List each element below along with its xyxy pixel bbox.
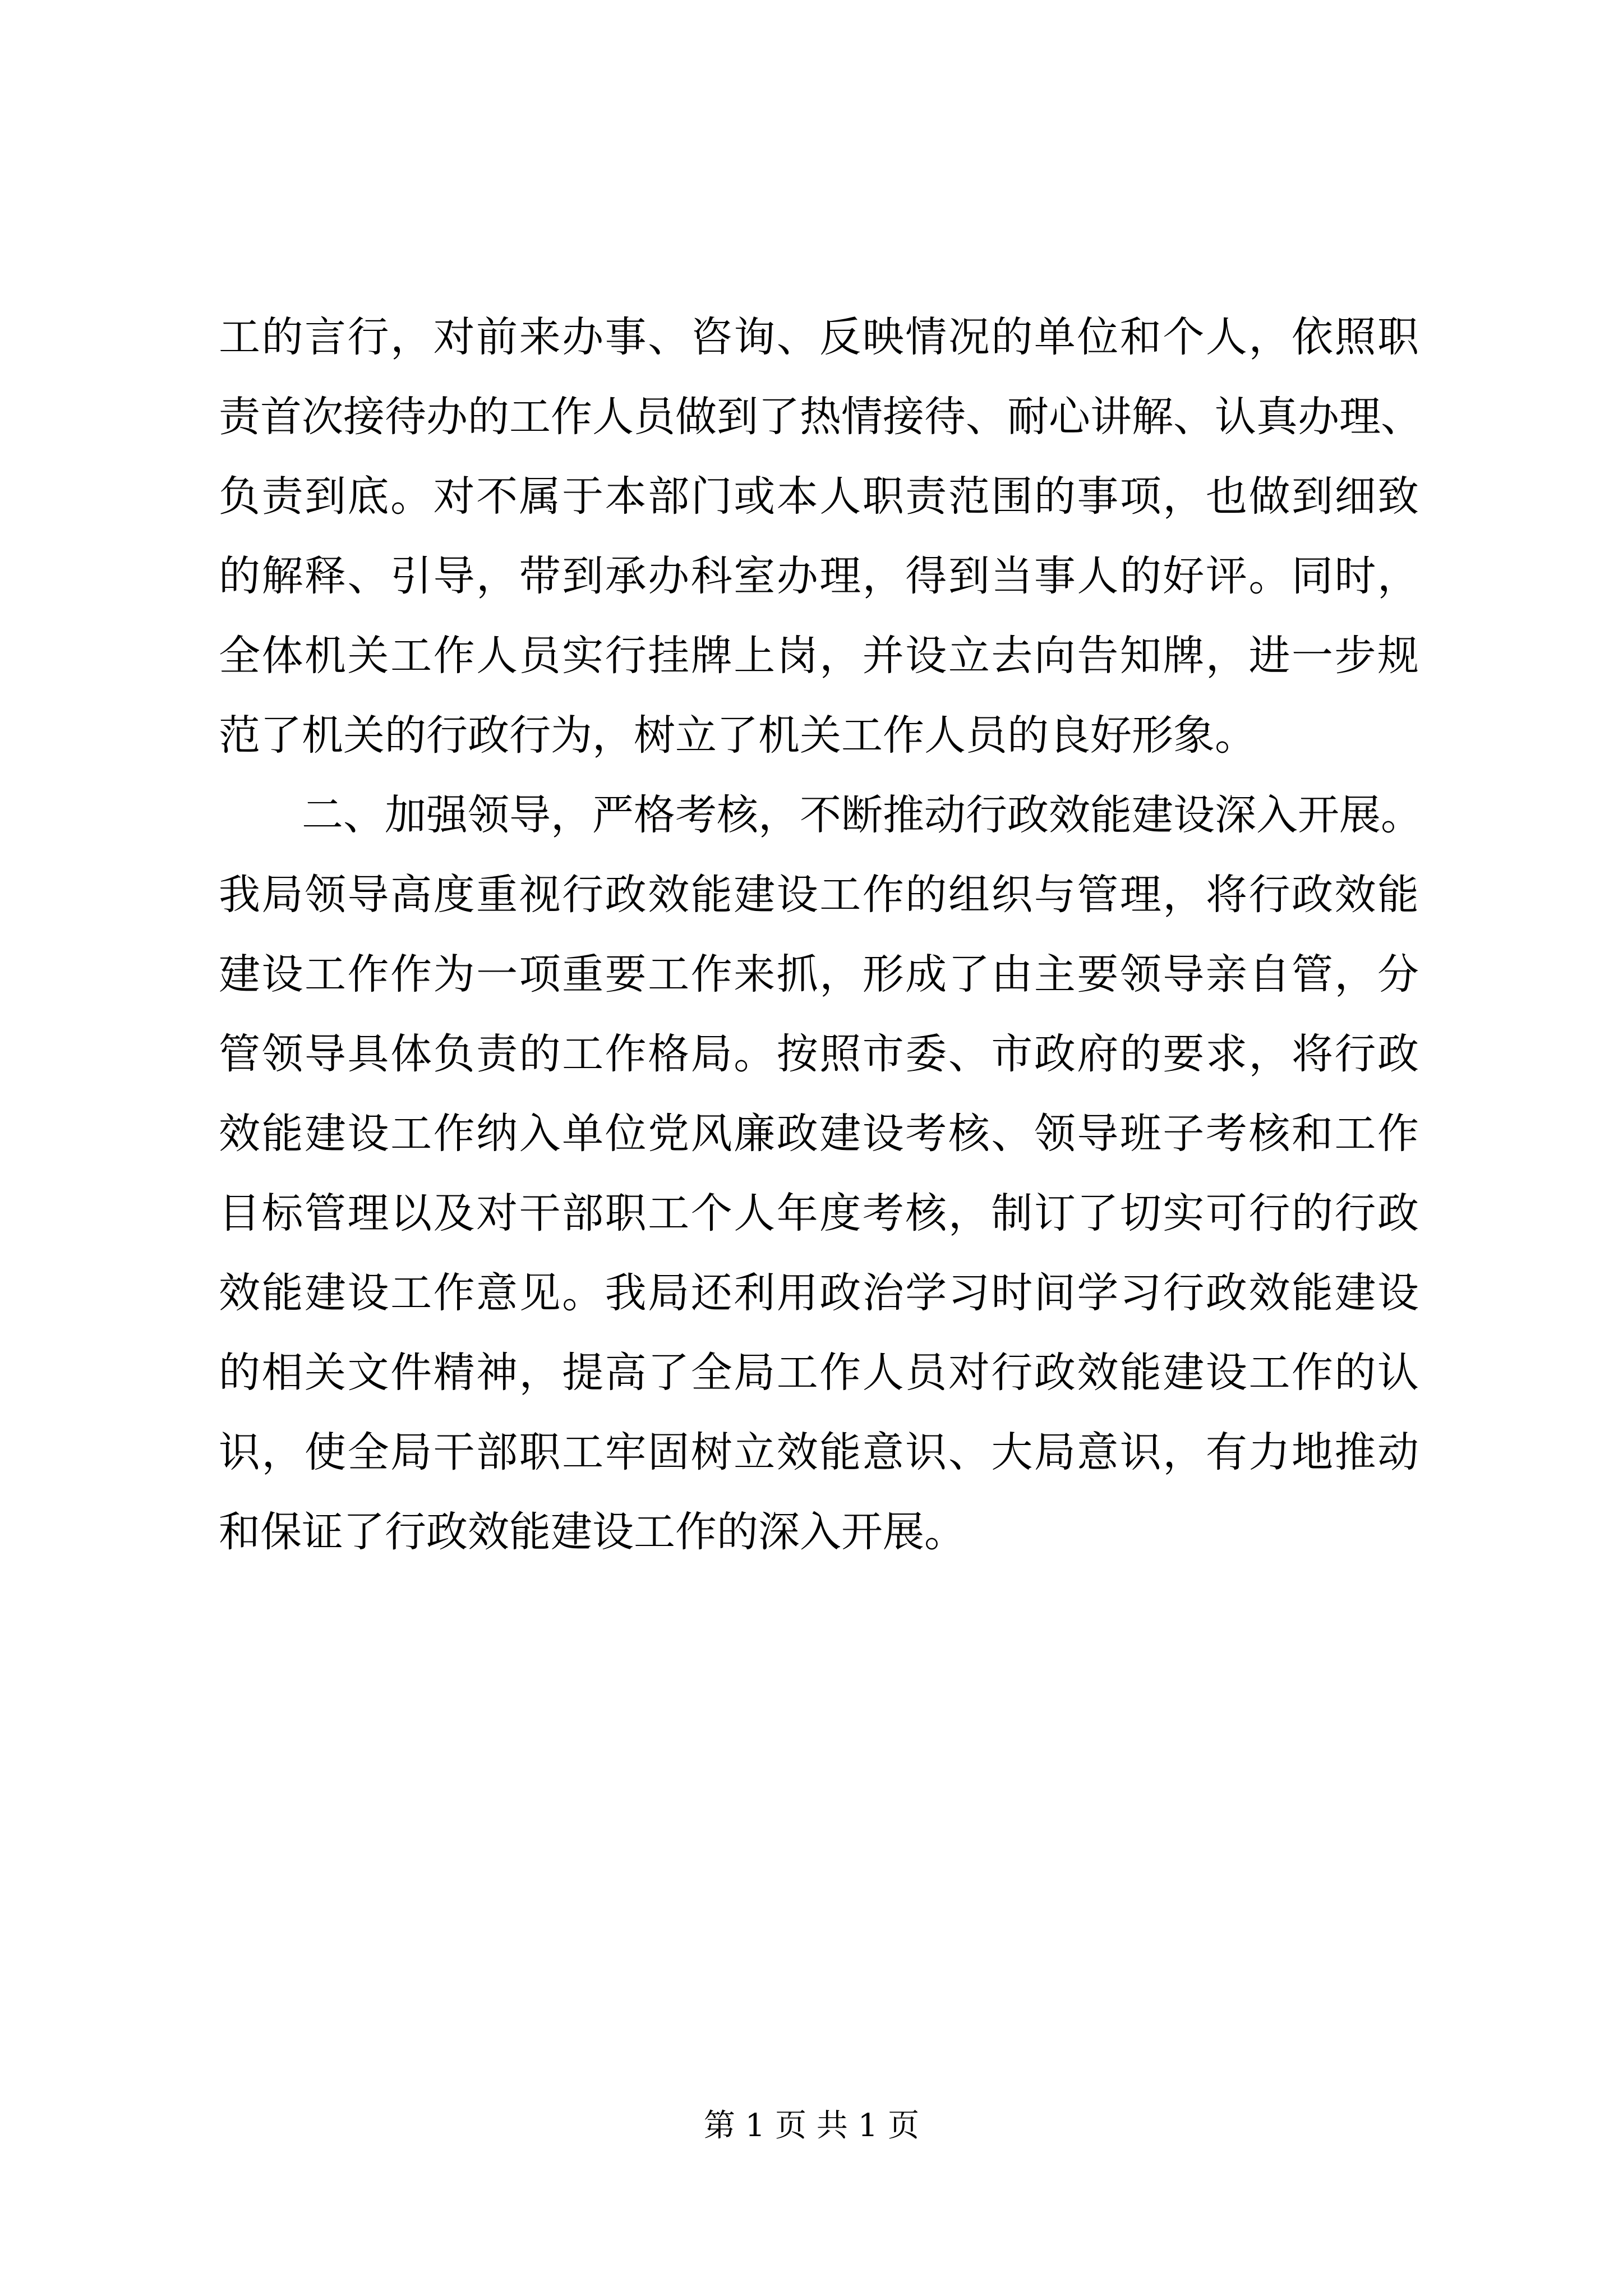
text-line: 效能建设工作意见。我局还利用政治学习时间学习行政效能建设 [219, 1269, 1419, 1317]
text-line: 识，使全局干部职工牢固树立效能意识、大局意识，有力地推动 [219, 1428, 1419, 1476]
text-line: 全体机关工作人员实行挂牌上岗，并设立去向告知牌，进一步规 [219, 632, 1419, 680]
text-line: 管领导具体负责的工作格局。按照市委、市政府的要求，将行政 [219, 1030, 1419, 1078]
page-number-footer: 第 1 页 共 1 页 [703, 2108, 920, 2144]
text-line: 工的言行，对前来办事、咨询、反映情况的单位和个人，依照职 [219, 313, 1419, 361]
text-line: 我局领导高度重视行政效能建设工作的组织与管理，将行政效能 [219, 871, 1419, 919]
text-line: 的相关文件精神，提高了全局工作人员对行政效能建设工作的认 [219, 1349, 1419, 1397]
text-line: 的解释、引导，带到承办科室办理，得到当事人的好评。同时， [219, 552, 1419, 600]
text-line: 目标管理以及对干部职工个人年度考核，制订了切实可行的行政 [219, 1189, 1419, 1237]
text-line: 范了机关的行政行为，树立了机关工作人员的良好形象。 [219, 711, 1256, 760]
text-line: 和保证了行政效能建设工作的深入开展。 [219, 1508, 966, 1556]
text-line: 责首次接待办的工作人员做到了热情接待、耐心讲解、认真办理、 [219, 393, 1422, 441]
text-line: 负责到底。对不属于本部门或本人职责范围的事项，也做到细致 [219, 472, 1419, 521]
text-line: 建设工作作为一项重要工作来抓，形成了由主要领导亲自管，分 [219, 950, 1419, 999]
text-line: 效能建设工作纳入单位党风廉政建设考核、领导班子考核和工作 [219, 1110, 1419, 1158]
section-heading-line: 二、加强领导，严格考核，不断推动行政效能建设深入开展。 [302, 791, 1422, 839]
document-body [219, 297, 1422, 1572]
